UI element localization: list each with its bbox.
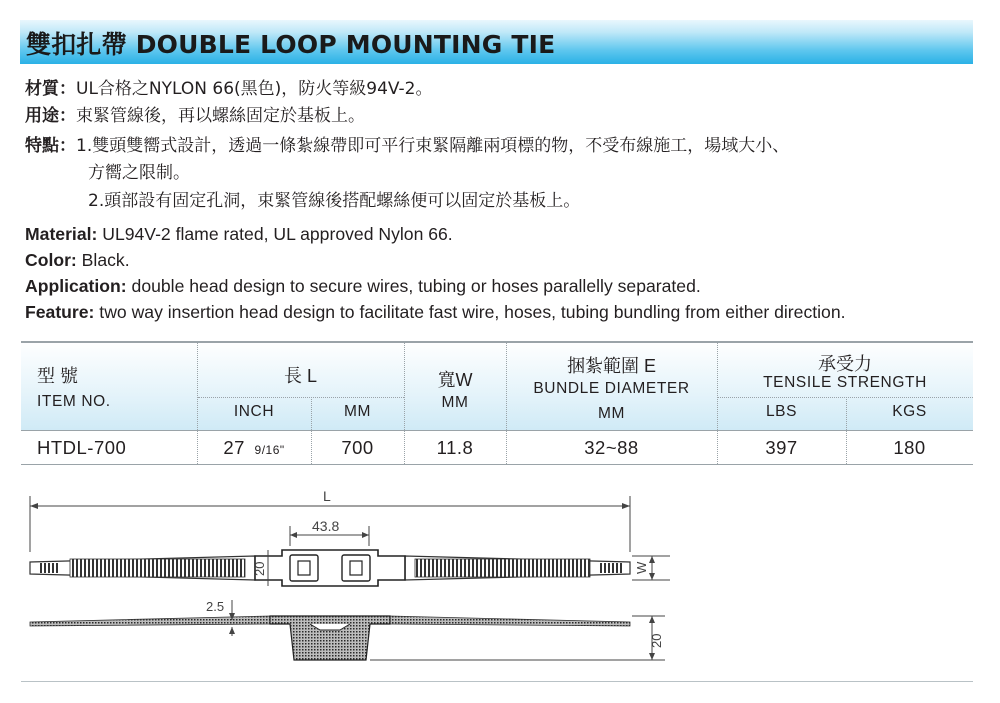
en-color-line bbox=[25, 248, 130, 272]
en-material-line bbox=[25, 222, 453, 246]
left-strap-side bbox=[30, 616, 270, 626]
en-application-text: double head design to secure wires, tubing or hoses parallelly separated. bbox=[126, 276, 701, 296]
right-strap-side bbox=[390, 616, 630, 626]
bundle-header-cn: 捆紮範圍 E bbox=[566, 356, 656, 376]
left-tail-grip bbox=[38, 563, 60, 573]
tie-side-view bbox=[30, 599, 665, 660]
width-unit: MM bbox=[441, 394, 469, 411]
item-header-cn: 型 號 bbox=[37, 366, 79, 386]
arrowhead bbox=[649, 616, 655, 623]
item-header-en: ITEM NO. bbox=[37, 393, 111, 410]
dimension-height-label: 20 bbox=[649, 633, 664, 648]
double-head-body bbox=[255, 550, 405, 586]
inch-header: INCH bbox=[233, 403, 275, 420]
table-subheader-rule bbox=[198, 397, 404, 398]
table-subheader-rule bbox=[718, 397, 973, 398]
cn-feature-text-1b: 方嚮之限制。 bbox=[88, 163, 190, 183]
en-material-text: UL94V-2 flame rated, UL approved Nylon 66. bbox=[97, 224, 453, 244]
inch-fraction: 9/16" bbox=[254, 443, 285, 457]
dimension-L-label: L bbox=[323, 488, 331, 504]
cn-material-text: UL合格之NYLON 66(黑色)，防火等級94V-2。 bbox=[76, 79, 433, 99]
spec-table bbox=[21, 341, 973, 465]
bundle-cell: 32~88 bbox=[584, 437, 639, 458]
tie-top-view bbox=[30, 550, 670, 586]
head-dimension bbox=[290, 518, 369, 546]
en-feature-line bbox=[25, 300, 846, 324]
title-banner bbox=[20, 20, 973, 64]
en-material-label: Material: bbox=[25, 224, 98, 244]
table-bottom-rule bbox=[21, 464, 973, 465]
cn-usage-line bbox=[25, 104, 365, 128]
table-top-rule bbox=[21, 341, 973, 343]
cn-usage-label: 用途： bbox=[25, 106, 76, 126]
bundle-header-en: BUNDLE DIAMETER bbox=[533, 380, 690, 397]
right-strap-serrations bbox=[415, 559, 590, 577]
inch-whole: 27 bbox=[223, 437, 245, 458]
arrowhead bbox=[229, 627, 235, 634]
arrowhead bbox=[362, 532, 369, 538]
cn-feature-line bbox=[25, 134, 789, 158]
page-title: 雙扣扎帶 DOUBLE LOOP MOUNTING TIE bbox=[26, 30, 556, 59]
left-lock-head bbox=[290, 555, 318, 581]
width-cell: 11.8 bbox=[436, 437, 474, 458]
width-header: 寬W bbox=[437, 370, 473, 390]
head-side-profile bbox=[270, 616, 390, 660]
dimension-head-label: 43.8 bbox=[312, 518, 340, 534]
mm-header: MM bbox=[343, 403, 372, 420]
lbs-cell: 397 bbox=[765, 437, 798, 458]
cn-feature-label: 特點： bbox=[25, 136, 76, 156]
table-header-rule bbox=[21, 430, 973, 431]
arrowhead bbox=[649, 556, 655, 563]
arrowhead bbox=[290, 532, 297, 538]
en-feature-label: Feature: bbox=[25, 302, 95, 322]
arrowhead bbox=[649, 653, 655, 660]
left-strap-serrations bbox=[70, 559, 245, 577]
length-header: 長 L bbox=[283, 366, 317, 386]
cn-usage-text: 束緊管線後，再以螺絲固定於基板上。 bbox=[76, 106, 365, 126]
bundle-unit: MM bbox=[597, 405, 626, 422]
dimension-W-label: W bbox=[634, 561, 649, 574]
tensile-header-en: TENSILE STRENGTH bbox=[763, 374, 927, 391]
cn-feature-text-2: 2.頭部設有固定孔洞，束緊管線後搭配螺絲便可以固定於基板上。 bbox=[88, 191, 581, 211]
dimension-20-vertical-label: 20 bbox=[252, 561, 267, 576]
en-application-line bbox=[25, 274, 701, 298]
kgs-cell: 180 bbox=[893, 437, 926, 458]
tensile-header-cn: 承受力 bbox=[818, 354, 872, 374]
dimension-thickness-label: 2.5 bbox=[206, 599, 225, 614]
length-mm-cell: 700 bbox=[341, 437, 374, 458]
arrowhead bbox=[649, 573, 655, 580]
cn-feature-text-1: 1.雙頭雙嚮式設計，透過一條紮線帶即可平行束緊隔離兩項標的物，不受布線施工，場域大小、 bbox=[76, 136, 790, 156]
en-color-label: Color: bbox=[25, 250, 77, 270]
kgs-header: KGS bbox=[892, 403, 927, 420]
en-color-text: Black. bbox=[76, 250, 130, 270]
arrowhead bbox=[622, 503, 630, 509]
en-application-label: Application: bbox=[25, 276, 127, 296]
tie-technical-drawing bbox=[20, 484, 670, 664]
bottom-rule bbox=[21, 681, 973, 682]
arrowhead bbox=[30, 503, 38, 509]
right-tail-grip bbox=[600, 563, 622, 573]
item-number-cell: HTDL-700 bbox=[37, 437, 127, 458]
cn-material-line bbox=[25, 77, 433, 101]
inch-cell bbox=[197, 437, 311, 459]
cn-material-label: 材質： bbox=[25, 79, 76, 99]
en-feature-text: two way insertion head design to facilitate fast wire, hoses, tubing bundling from either direction. bbox=[94, 302, 846, 322]
right-lock-head bbox=[342, 555, 370, 581]
lbs-header: LBS bbox=[765, 403, 798, 420]
